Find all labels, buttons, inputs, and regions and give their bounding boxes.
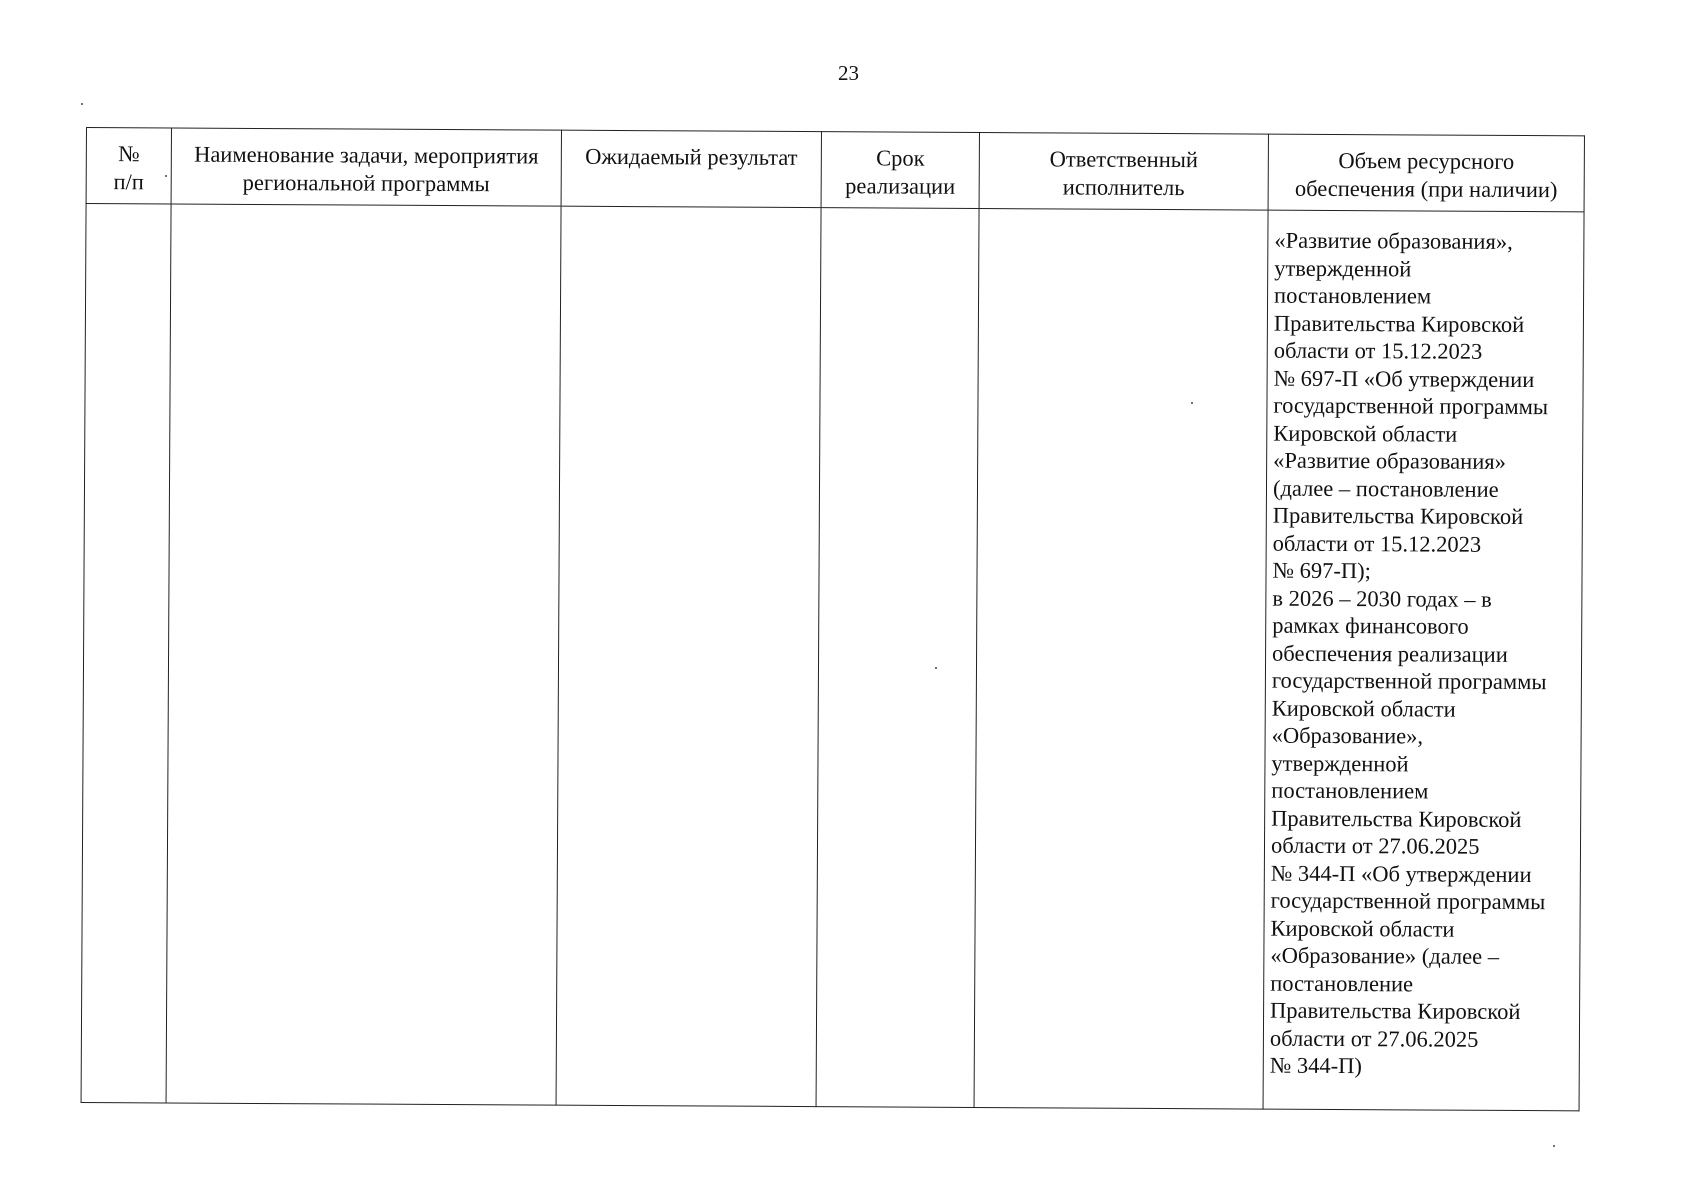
scan-speck	[165, 175, 167, 177]
resource-volume-line: в 2026 – 2030 годах – в	[1272, 585, 1492, 612]
header-resource-volume	[1268, 134, 1584, 212]
scan-speck	[1553, 1145, 1555, 1147]
header-number-line1: №	[118, 141, 140, 167]
resource-volume-line: Правительства Кировской	[1270, 997, 1521, 1025]
resource-volume-line: № 344-П «Об утверждении	[1270, 860, 1532, 887]
resource-volume-line: «Образование» (далее –	[1270, 942, 1500, 969]
scan-speck	[935, 667, 937, 669]
scan-speck	[1191, 402, 1193, 404]
cell-task-name	[166, 204, 561, 1105]
header-responsible	[979, 132, 1268, 210]
resource-volume-line: области от 15.12.2023	[1272, 530, 1482, 557]
resource-volume-line: «Развитие образования»,	[1274, 227, 1513, 254]
page-number: 23	[838, 61, 859, 85]
resource-volume-line: Правительства Кировской	[1272, 502, 1524, 530]
header-number	[86, 128, 171, 204]
resource-volume-line: постановление	[1270, 970, 1414, 996]
resource-volume-line: области от 27.06.2025	[1270, 832, 1480, 859]
header-responsible-line1: Ответственный	[1049, 146, 1199, 173]
resource-volume-text	[1270, 227, 1578, 1081]
resource-volume-line: «Развитие образования»	[1273, 447, 1506, 474]
cell-resource-volume	[1263, 210, 1584, 1111]
resource-volume-line: государственной программы	[1273, 392, 1549, 420]
resource-volume-line: рамках финансового	[1272, 612, 1469, 639]
resource-volume-line: № 697-П);	[1272, 557, 1371, 584]
header-term-line2: реализации	[845, 172, 956, 199]
program-table	[81, 127, 1585, 1111]
header-task-name	[171, 128, 561, 206]
scan-speck	[81, 103, 83, 105]
table-row	[81, 204, 1584, 1111]
table-header-row	[86, 128, 1584, 212]
header-volume-line2: обеспечения (при наличии)	[1294, 175, 1558, 202]
resource-volume-line: постановлением	[1271, 777, 1429, 804]
resource-volume-line: обеспечения реализации	[1272, 640, 1508, 667]
header-responsible-line2: исполнитель	[1062, 173, 1185, 200]
header-expected-result	[561, 130, 821, 207]
cell-term	[816, 208, 979, 1108]
resource-volume-line: постановлением	[1274, 282, 1432, 309]
resource-volume-line: государственной программы	[1271, 667, 1547, 695]
resource-volume-line: утвержденной	[1271, 750, 1409, 776]
resource-volume-line: области от 27.06.2025	[1269, 1025, 1479, 1052]
resource-volume-line: № 344-П)	[1269, 1052, 1362, 1079]
resource-volume-line: (далее – постановление	[1272, 475, 1499, 502]
resource-volume-line: государственной программы	[1270, 887, 1546, 915]
cell-number	[81, 204, 171, 1103]
header-task-line2: региональной программы	[242, 169, 490, 196]
header-result-line1: Ожидаемый результат	[585, 143, 798, 170]
resource-volume-line: утвержденной	[1274, 255, 1412, 281]
header-term-line1: Срок	[876, 145, 925, 171]
resource-volume-line: № 697-П «Об утверждении	[1273, 365, 1535, 392]
header-number-line2: п/п	[113, 168, 144, 194]
resource-volume-line: Правительства Кировской	[1273, 310, 1525, 337]
resource-volume-line: «Образование»,	[1271, 722, 1424, 749]
header-term	[821, 132, 979, 209]
header-task-line1: Наименование задачи, мероприятия	[194, 141, 539, 169]
resource-volume-line: Кировской области	[1271, 695, 1456, 722]
resource-volume-line: Правительства Кировской	[1271, 805, 1522, 832]
header-volume-line1: Объем ресурсного	[1338, 147, 1515, 174]
resource-volume-line: Кировской области	[1270, 915, 1455, 942]
resource-volume-line: области от 15.12.2023	[1273, 337, 1483, 364]
cell-expected-result	[556, 206, 821, 1106]
resource-volume-line: Кировской области	[1273, 420, 1458, 447]
cell-responsible	[974, 208, 1268, 1109]
